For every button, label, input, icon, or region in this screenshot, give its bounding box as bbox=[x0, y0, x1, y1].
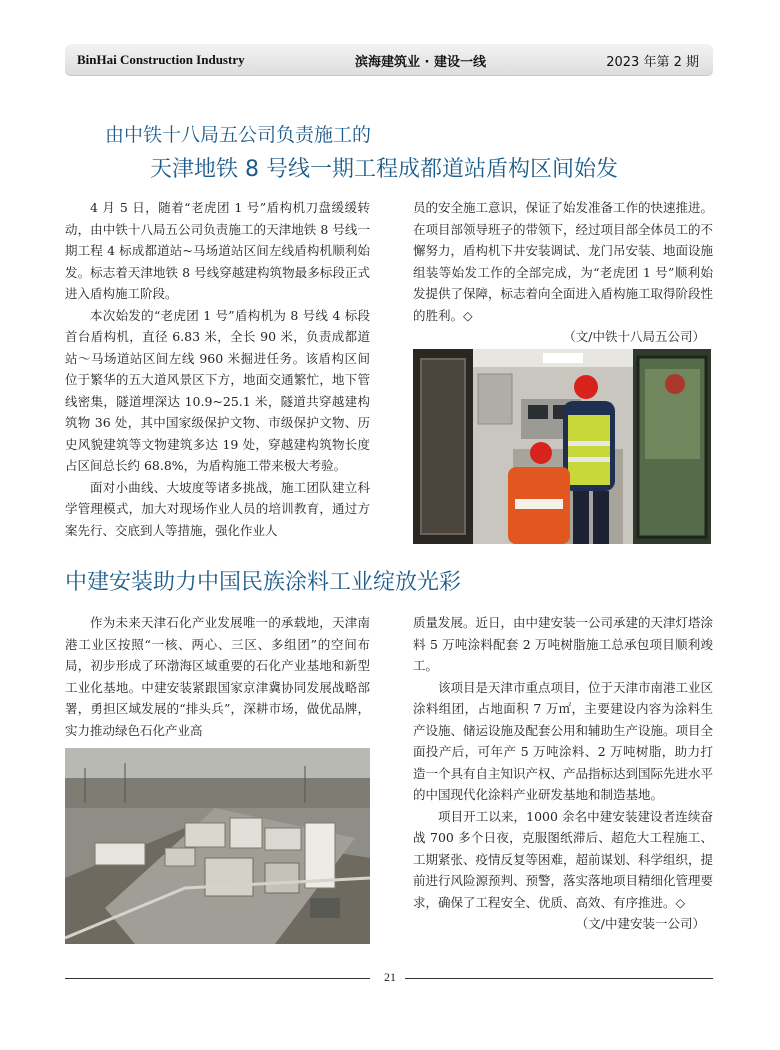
article1-title: 天津地铁 8 号线一期工程成都道站盾构区间始发 bbox=[150, 157, 618, 182]
article1-paragraph: 员的安全施工意识，保证了始发准备工作的快速推进。在项目部领导班子的带领下，经过项目部全体员工的不懈努力，盾构机下井安装调试、龙门吊安装、地面设施组装等始发工作的全部完成，为“老虎团 1 号”顺利始发提供了保障，标志着向全面进入盾构施工取得阶段性的胜利。◇ bbox=[413, 200, 714, 323]
article2-paragraph: 该项目是天津市重点项目，位于天津市南港工业区涂料组团，占地面积 7 万㎡，主要建设内容为涂料生产设施、储运设施及配套公用和辅助生产设施。项目全面投产后，可年产 5 万吨涂料、2 万吨树脂，助力打造一个具有自主知识产权、产品指标达到国际先进水平的中国现代化涂料产业研发基地和制造基地。 bbox=[413, 679, 714, 802]
cabin-photo-svg bbox=[413, 349, 711, 544]
article2-title: 中建安装助力中国民族涂料工业绽放光彩 bbox=[65, 570, 462, 595]
article1-paragraph: 本次始发的“老虎团 1 号”盾构机为 8 号线 4 标段首台盾构机，直径 6.83 米，全长 90 米，负责成都道站～马场道站区间左线 960 米掘进任务。该盾构区间位于繁华的五大道风景区下方，地面交通繁忙，地下管线密集，隧道埋深达 10.9~25.1 米，隧道共穿越建构筑物 36 处，其中国家级保护文物、市级保护文物、历史风貌建筑等文物建筑多达 19 处，穿越建构筑物长度占区间总长约 68.8%，为盾构施工带来极大考验。 bbox=[65, 307, 370, 473]
aerial-plant-photo bbox=[65, 748, 370, 944]
header-issue: 2023 年第 2 期 bbox=[606, 55, 699, 70]
article1-right-column bbox=[413, 197, 713, 348]
article2-left-column bbox=[65, 612, 370, 741]
running-header bbox=[65, 44, 713, 76]
header-publication-en: BinHai Construction Industry bbox=[77, 52, 245, 67]
page-number: 21 bbox=[384, 970, 396, 984]
article1-paragraph: 4 月 5 日，随着“老虎团 1 号”盾构机刀盘缓缓转动，由中铁十八局五公司负责施工的天津地铁 8 号线一期工程 4 标成都道站~马场道站区间左线盾构机顺利始发。标志着天津地铁 8 号线穿越建构筑物最多标段正式进入盾构施工阶段。 bbox=[65, 200, 370, 301]
article1-left-column bbox=[65, 197, 370, 541]
aerial-photo-svg bbox=[65, 748, 370, 944]
article1-byline: （文/中铁十八局五公司） bbox=[563, 329, 705, 344]
article1-paragraph: 面对小曲线、大坡度等诸多挑战，施工团队建立科学管理模式，加大对现场作业人员的培训教育，通过方案先行、交底到人等措施，强化作业人 bbox=[65, 479, 370, 538]
article2-byline: （文/中建安装一公司） bbox=[575, 916, 705, 931]
article2-paragraph: 质量发展。近日，由中建安装一公司承建的天津灯塔涂料 5 万吨涂料配套 2 万吨树脂施工总承包项目顺利竣工。 bbox=[413, 615, 714, 673]
article2-right-column bbox=[413, 612, 713, 935]
article2-paragraph: 项目开工以来，1000 余名中建安装建设者连续奋战 700 多个日夜，克服图纸滞后、超危大工程施工、工期紧张、疫情反复等困难，超前谋划、科学组织，提前进行风险源预判、预警，落实落地项目精细化管理要求，确保了工程安全、优质、高效、有序推进。◇ bbox=[413, 808, 714, 910]
article2-paragraph: 作为未来天津石化产业发展唯一的承载地，天津南港工业区按照“一核、两心、三区、多组团”的空间布局，初步形成了环渤海区域重要的石化产业基地和新型工业化基地。中建安装紧跟国家京津冀协同发展战略部署，勇担区域发展的“排头兵”，深耕市场，做优品牌，实力推动绿色石化产业高 bbox=[65, 615, 370, 738]
header-section: 滨海建筑业 · 建设一线 bbox=[355, 55, 486, 70]
article1-subtitle: 由中铁十八局五公司负责施工的 bbox=[105, 124, 372, 146]
footer-rule-left bbox=[65, 978, 370, 979]
footer-rule-right bbox=[405, 978, 713, 979]
shield-machine-cabin-photo bbox=[413, 349, 711, 544]
